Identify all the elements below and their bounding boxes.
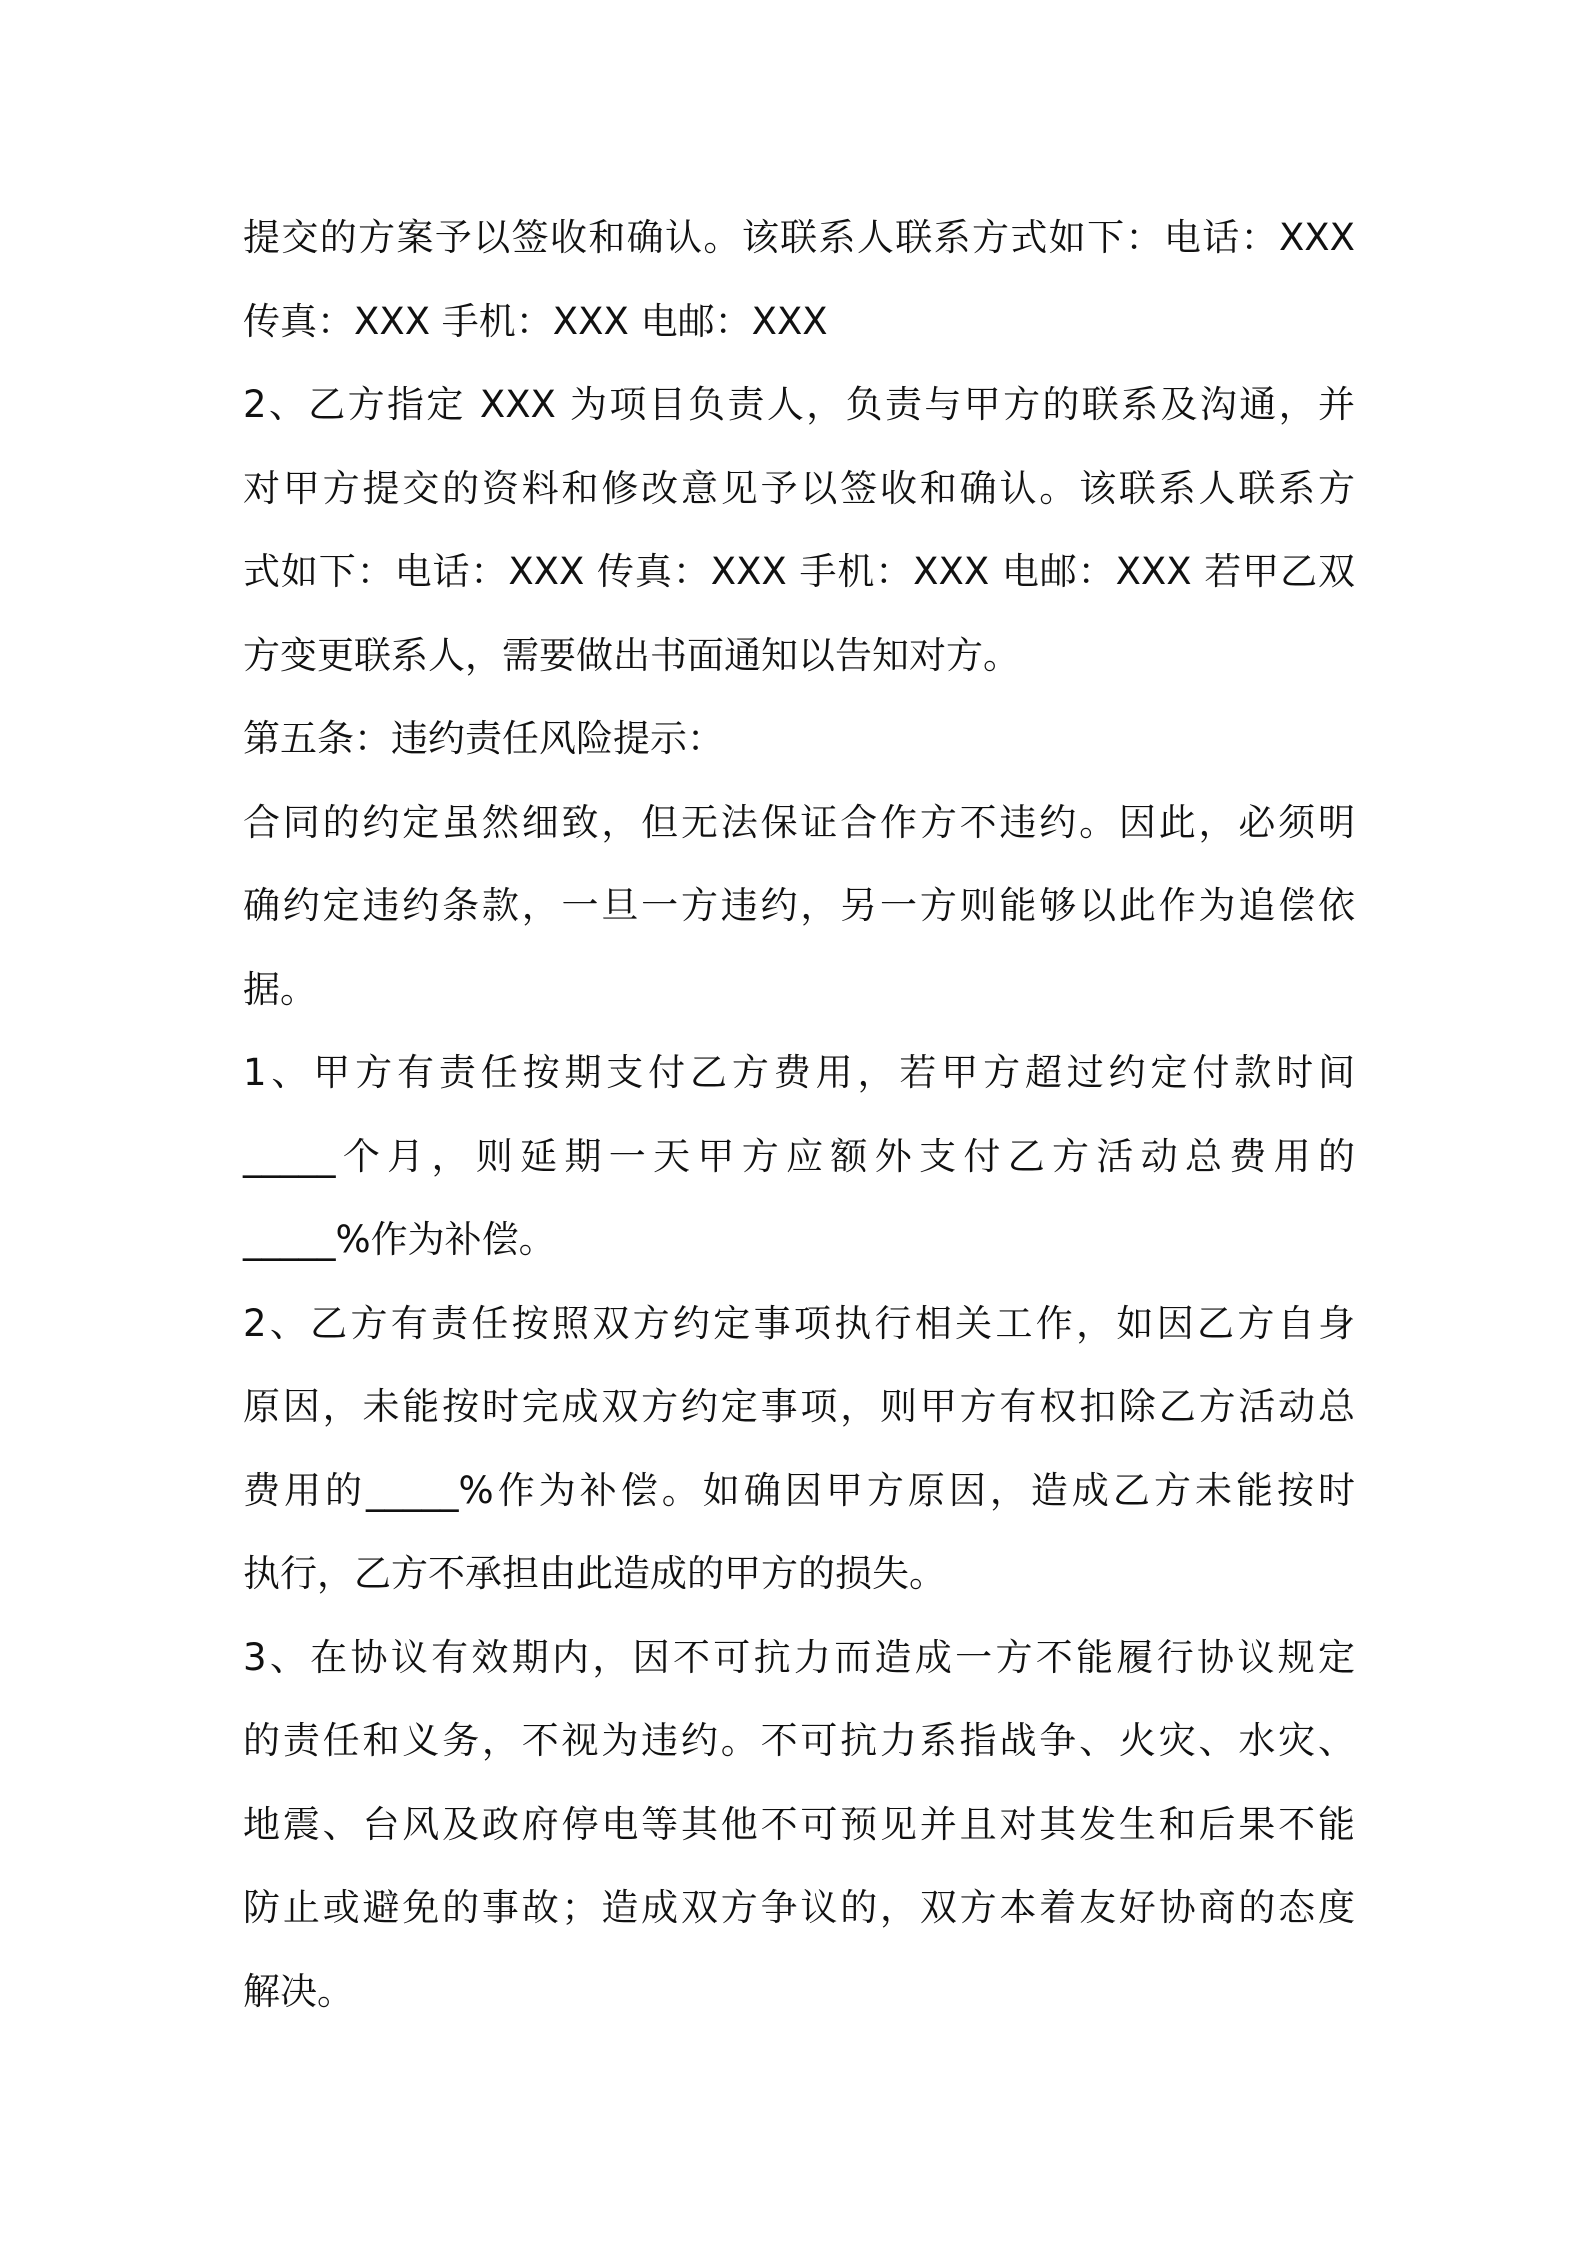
text-line: 3、在协议有效期内，因不可抗力而造成一方不能履行协议规定 [243, 1635, 1355, 1679]
text-line: 确约定违约条款，一旦一方违约，另一方则能够以此作为追偿依 [243, 884, 1355, 927]
text-line: _____个月，则延期一天甲方应额外支付乙方活动总费用的 [243, 1134, 1355, 1178]
text-line: 的责任和义务，不视为违约。不可抗力系指战争、火灾、水灾、 [243, 1719, 1355, 1762]
text-line: 方变更联系人，需要做出书面通知以告知对方。 [243, 633, 1020, 677]
text-line: 费用的_____%作为补偿。如确因甲方原因，造成乙方未能按时 [243, 1468, 1355, 1512]
text-line: 原因，未能按时完成双方约定事项，则甲方有权扣除乙方活动总 [243, 1385, 1355, 1428]
text-line: _____%作为补偿。 [243, 1218, 556, 1261]
text-line: 1、甲方有责任按期支付乙方费用，若甲方超过约定付款时间 [243, 1051, 1355, 1094]
text-line: 地震、台风及政府停电等其他不可预见并且对其发生和后果不能 [243, 1802, 1355, 1846]
text-line: 2、乙方有责任按照双方约定事项执行相关工作，如因乙方自身 [243, 1301, 1355, 1345]
document-body [243, 196, 1355, 2033]
text-line: 提交的方案予以签收和确认。该联系人联系方式如下：电话：XXX [243, 216, 1355, 259]
text-line: 防止或避免的事故；造成双方争议的，双方本着友好协商的态度 [243, 1886, 1355, 1929]
text-line: 式如下：电话：XXX 传真：XXX 手机：XXX 电邮：XXX 若甲乙双 [243, 550, 1355, 593]
text-line: 传真：XXX 手机：XXX 电邮：XXX [243, 299, 828, 343]
text-line: 对甲方提交的资料和修改意见予以签收和确认。该联系人联系方 [243, 466, 1355, 510]
text-line: 解决。 [243, 1969, 354, 2013]
text-line: 合同的约定虽然细致，但无法保证合作方不违约。因此，必须明 [243, 800, 1355, 844]
text-line: 据。 [243, 967, 317, 1011]
text-line: 2、乙方指定 XXX 为项目负责人，负责与甲方的联系及沟通，并 [243, 383, 1355, 426]
text-line: 执行，乙方不承担由此造成的甲方的损失。 [243, 1552, 946, 1595]
section-heading: 第五条：违约责任风险提示： [243, 717, 724, 760]
